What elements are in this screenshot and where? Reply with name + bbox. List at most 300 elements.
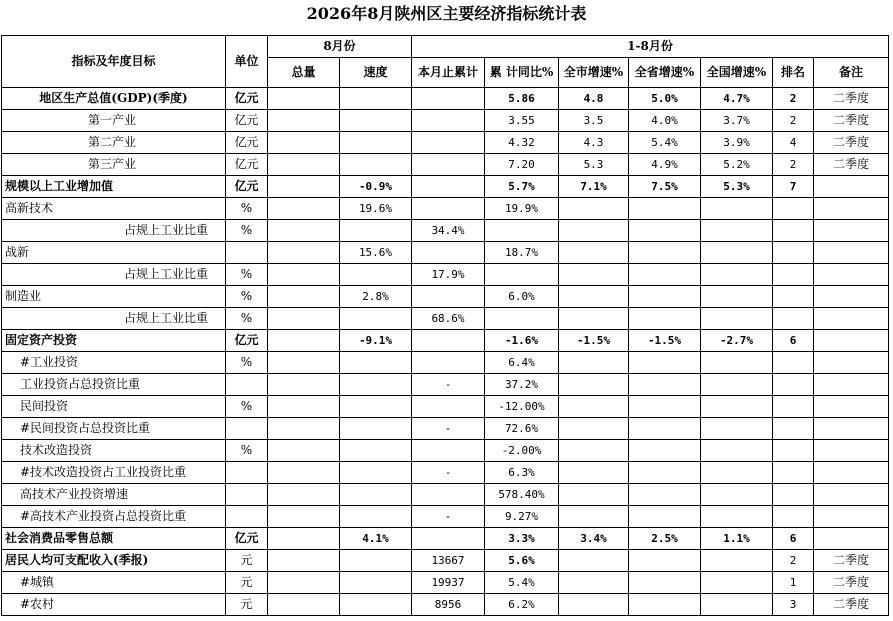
cell-note: 二季度: [814, 132, 889, 154]
cell-total: [268, 220, 340, 242]
cell-unit: [226, 242, 268, 264]
cell-nat: [701, 220, 773, 242]
cell-prov: 5.0%: [629, 88, 701, 110]
indicator-name: 高技术产业投资增速: [2, 484, 226, 506]
table-row: [2, 528, 889, 550]
cell-rank: 2: [773, 88, 814, 110]
header-province-growth: 全省增速%: [629, 58, 701, 88]
indicator-name: 制造业: [2, 286, 226, 308]
cell-unit: %: [226, 440, 268, 462]
cell-unit: 元: [226, 572, 268, 594]
indicator-name: 战新: [2, 242, 226, 264]
cell-speed: -0.9%: [340, 176, 412, 198]
cell-yoy: [485, 220, 559, 242]
header-jan-aug: 1-8月份: [412, 36, 889, 58]
cell-cum: [412, 440, 485, 462]
cell-prov: 2.5%: [629, 528, 701, 550]
cell-total: [268, 154, 340, 176]
cell-unit: %: [226, 264, 268, 286]
header-yoy: 累 计同比%: [485, 58, 559, 88]
cell-yoy: 6.0%: [485, 286, 559, 308]
header-rank: 排名: [773, 58, 814, 88]
cell-cum: [412, 110, 485, 132]
header-cumulative: 本月止累计: [412, 58, 485, 88]
cell-rank: [773, 308, 814, 330]
cell-note: [814, 484, 889, 506]
cell-yoy: 72.6%: [485, 418, 559, 440]
table-row: [2, 198, 889, 220]
table-row: [2, 484, 889, 506]
cell-unit: [226, 462, 268, 484]
cell-note: [814, 198, 889, 220]
cell-total: [268, 440, 340, 462]
table-row: [2, 440, 889, 462]
cell-speed: [340, 440, 412, 462]
cell-yoy: 6.2%: [485, 594, 559, 616]
header-national-growth: 全国增速%: [701, 58, 773, 88]
cell-unit: 亿元: [226, 88, 268, 110]
cell-yoy: -2.00%: [485, 440, 559, 462]
cell-yoy: 5.6%: [485, 550, 559, 572]
cell-city: [559, 308, 629, 330]
cell-nat: [701, 396, 773, 418]
cell-nat: 3.9%: [701, 132, 773, 154]
cell-rank: [773, 286, 814, 308]
cell-rank: 2: [773, 110, 814, 132]
cell-city: [559, 396, 629, 418]
cell-note: [814, 286, 889, 308]
cell-total: [268, 242, 340, 264]
indicator-name: 技术改造投资: [2, 440, 226, 462]
cell-rank: [773, 264, 814, 286]
cell-rank: [773, 396, 814, 418]
cell-unit: 亿元: [226, 154, 268, 176]
cell-rank: 2: [773, 550, 814, 572]
cell-total: [268, 528, 340, 550]
cell-unit: %: [226, 220, 268, 242]
cell-unit: %: [226, 308, 268, 330]
cell-yoy: 4.32: [485, 132, 559, 154]
cell-yoy: 37.2%: [485, 374, 559, 396]
cell-city: [559, 418, 629, 440]
cell-nat: -2.7%: [701, 330, 773, 352]
cell-speed: [340, 264, 412, 286]
cell-prov: [629, 462, 701, 484]
indicator-name: 居民人均可支配收入(季报): [2, 550, 226, 572]
cell-rank: 6: [773, 528, 814, 550]
indicator-name: #农村: [2, 594, 226, 616]
indicator-name: 地区生产总值(GDP)(季度): [2, 88, 226, 110]
cell-total: [268, 132, 340, 154]
cell-prov: [629, 198, 701, 220]
cell-rank: [773, 374, 814, 396]
cell-rank: [773, 352, 814, 374]
cell-total: [268, 264, 340, 286]
cell-rank: 7: [773, 176, 814, 198]
cell-note: 二季度: [814, 88, 889, 110]
cell-total: [268, 374, 340, 396]
cell-city: 7.1%: [559, 176, 629, 198]
cell-nat: [701, 594, 773, 616]
cell-cum: [412, 132, 485, 154]
cell-unit: %: [226, 396, 268, 418]
cell-yoy: [485, 264, 559, 286]
indicator-name: #城镇: [2, 572, 226, 594]
header-city-growth: 全市增速%: [559, 58, 629, 88]
cell-unit: 亿元: [226, 110, 268, 132]
cell-prov: [629, 440, 701, 462]
cell-speed: 19.6%: [340, 198, 412, 220]
table-row: [2, 154, 889, 176]
cell-cum: [412, 396, 485, 418]
cell-city: 3.5: [559, 110, 629, 132]
cell-city: [559, 220, 629, 242]
cell-cum: [412, 198, 485, 220]
cell-unit: [226, 374, 268, 396]
cell-note: [814, 528, 889, 550]
cell-note: [814, 352, 889, 374]
cell-total: [268, 176, 340, 198]
cell-cum: [412, 352, 485, 374]
cell-city: [559, 572, 629, 594]
cell-note: [814, 308, 889, 330]
cell-note: [814, 440, 889, 462]
cell-prov: [629, 484, 701, 506]
cell-unit: 元: [226, 550, 268, 572]
cell-rank: 1: [773, 572, 814, 594]
cell-city: [559, 198, 629, 220]
cell-total: [268, 396, 340, 418]
cell-speed: 2.8%: [340, 286, 412, 308]
table-row: [2, 594, 889, 616]
cell-nat: [701, 440, 773, 462]
table-row: [2, 418, 889, 440]
cell-nat: 1.1%: [701, 528, 773, 550]
cell-note: [814, 462, 889, 484]
indicator-name: 第二产业: [2, 132, 226, 154]
cell-speed: [340, 88, 412, 110]
table-row: [2, 176, 889, 198]
header-unit: 单位: [226, 36, 268, 88]
table-row: [2, 308, 889, 330]
cell-city: [559, 506, 629, 528]
cell-city: [559, 550, 629, 572]
cell-speed: [340, 352, 412, 374]
table-row: [2, 506, 889, 528]
table-row: [2, 88, 889, 110]
indicator-name: 占规上工业比重: [2, 264, 226, 286]
cell-total: [268, 418, 340, 440]
cell-yoy: 6.4%: [485, 352, 559, 374]
indicator-name: 民间投资: [2, 396, 226, 418]
cell-speed: [340, 154, 412, 176]
cell-unit: [226, 418, 268, 440]
indicator-name: 第一产业: [2, 110, 226, 132]
cell-prov: -1.5%: [629, 330, 701, 352]
table-row: [2, 132, 889, 154]
cell-total: [268, 572, 340, 594]
cell-cum: 17.9%: [412, 264, 485, 286]
cell-city: -1.5%: [559, 330, 629, 352]
cell-prov: [629, 594, 701, 616]
cell-unit: %: [226, 286, 268, 308]
cell-cum: [412, 484, 485, 506]
cell-speed: [340, 374, 412, 396]
table-row: [2, 462, 889, 484]
cell-total: [268, 594, 340, 616]
cell-speed: -9.1%: [340, 330, 412, 352]
cell-note: 二季度: [814, 154, 889, 176]
cell-nat: [701, 308, 773, 330]
cell-yoy: -1.6%: [485, 330, 559, 352]
indicator-name: 占规上工业比重: [2, 308, 226, 330]
cell-yoy: 18.7%: [485, 242, 559, 264]
cell-speed: [340, 484, 412, 506]
cell-city: 5.3: [559, 154, 629, 176]
indicator-name: #民间投资占总投资比重: [2, 418, 226, 440]
cell-rank: 2: [773, 154, 814, 176]
cell-city: [559, 352, 629, 374]
cell-prov: [629, 286, 701, 308]
cell-cum: [412, 176, 485, 198]
cell-unit: %: [226, 198, 268, 220]
cell-nat: [701, 352, 773, 374]
cell-cum: -: [412, 418, 485, 440]
statistics-table: [1, 35, 889, 616]
table-row: [2, 264, 889, 286]
cell-city: [559, 264, 629, 286]
cell-yoy: 19.9%: [485, 198, 559, 220]
cell-yoy: 5.4%: [485, 572, 559, 594]
cell-nat: [701, 506, 773, 528]
cell-speed: [340, 132, 412, 154]
cell-yoy: -12.00%: [485, 396, 559, 418]
cell-note: [814, 506, 889, 528]
cell-cum: [412, 88, 485, 110]
header-note: 备注: [814, 58, 889, 88]
cell-speed: 4.1%: [340, 528, 412, 550]
cell-cum: [412, 154, 485, 176]
cell-rank: [773, 418, 814, 440]
indicator-name: 社会消费品零售总额: [2, 528, 226, 550]
cell-speed: [340, 220, 412, 242]
cell-yoy: 7.20: [485, 154, 559, 176]
cell-cum: [412, 528, 485, 550]
cell-nat: 3.7%: [701, 110, 773, 132]
cell-city: [559, 462, 629, 484]
cell-speed: [340, 110, 412, 132]
cell-yoy: 3.55: [485, 110, 559, 132]
cell-nat: [701, 198, 773, 220]
cell-note: 二季度: [814, 110, 889, 132]
cell-prov: [629, 418, 701, 440]
cell-cum: -: [412, 506, 485, 528]
table-row: [2, 572, 889, 594]
table-row: [2, 550, 889, 572]
cell-note: [814, 176, 889, 198]
indicator-name: 规模以上工业增加值: [2, 176, 226, 198]
cell-rank: [773, 198, 814, 220]
cell-cum: 34.4%: [412, 220, 485, 242]
cell-total: [268, 286, 340, 308]
cell-cum: [412, 286, 485, 308]
cell-unit: 元: [226, 594, 268, 616]
cell-note: 二季度: [814, 572, 889, 594]
cell-city: 4.3: [559, 132, 629, 154]
cell-nat: 5.3%: [701, 176, 773, 198]
cell-prov: [629, 550, 701, 572]
cell-total: [268, 110, 340, 132]
cell-prov: 5.4%: [629, 132, 701, 154]
cell-nat: [701, 418, 773, 440]
cell-total: [268, 550, 340, 572]
header-indicator: 指标及年度目标: [2, 36, 226, 88]
cell-cum: -: [412, 462, 485, 484]
cell-yoy: 3.3%: [485, 528, 559, 550]
cell-nat: [701, 264, 773, 286]
cell-total: [268, 352, 340, 374]
cell-speed: [340, 506, 412, 528]
cell-prov: [629, 308, 701, 330]
cell-rank: [773, 242, 814, 264]
cell-note: [814, 242, 889, 264]
cell-total: [268, 330, 340, 352]
table-row: [2, 352, 889, 374]
cell-nat: 4.7%: [701, 88, 773, 110]
cell-rank: 3: [773, 594, 814, 616]
cell-note: 二季度: [814, 550, 889, 572]
cell-unit: [226, 484, 268, 506]
cell-unit: %: [226, 352, 268, 374]
cell-rank: [773, 220, 814, 242]
cell-cum: 68.6%: [412, 308, 485, 330]
cell-city: [559, 374, 629, 396]
cell-unit: 亿元: [226, 176, 268, 198]
cell-nat: [701, 484, 773, 506]
cell-cum: [412, 330, 485, 352]
cell-note: [814, 396, 889, 418]
cell-total: [268, 506, 340, 528]
cell-yoy: 9.27%: [485, 506, 559, 528]
cell-speed: [340, 418, 412, 440]
cell-prov: 4.9%: [629, 154, 701, 176]
cell-nat: [701, 286, 773, 308]
cell-nat: 5.2%: [701, 154, 773, 176]
table-row: [2, 110, 889, 132]
cell-cum: 13667: [412, 550, 485, 572]
cell-unit: 亿元: [226, 330, 268, 352]
cell-unit: [226, 506, 268, 528]
cell-total: [268, 308, 340, 330]
cell-prov: [629, 220, 701, 242]
cell-note: 二季度: [814, 594, 889, 616]
indicator-name: #工业投资: [2, 352, 226, 374]
cell-prov: 4.0%: [629, 110, 701, 132]
cell-rank: 4: [773, 132, 814, 154]
cell-city: [559, 242, 629, 264]
header-august: 8月份: [268, 36, 412, 58]
cell-speed: [340, 462, 412, 484]
indicator-name: 工业投资占总投资比重: [2, 374, 226, 396]
cell-prov: [629, 396, 701, 418]
cell-city: [559, 594, 629, 616]
indicator-name: 第三产业: [2, 154, 226, 176]
cell-prov: [629, 506, 701, 528]
cell-prov: [629, 374, 701, 396]
cell-cum: -: [412, 374, 485, 396]
table-row: [2, 374, 889, 396]
indicator-name: #高技术产业投资占总投资比重: [2, 506, 226, 528]
cell-yoy: 5.86: [485, 88, 559, 110]
cell-note: [814, 264, 889, 286]
cell-prov: 7.5%: [629, 176, 701, 198]
header-total: 总量: [268, 58, 340, 88]
cell-city: [559, 286, 629, 308]
cell-speed: [340, 594, 412, 616]
cell-cum: [412, 242, 485, 264]
cell-rank: [773, 440, 814, 462]
cell-unit: 亿元: [226, 132, 268, 154]
cell-city: [559, 440, 629, 462]
table-row: [2, 330, 889, 352]
cell-nat: [701, 242, 773, 264]
cell-yoy: [485, 308, 559, 330]
cell-note: [814, 330, 889, 352]
cell-rank: [773, 506, 814, 528]
cell-speed: [340, 396, 412, 418]
cell-prov: [629, 264, 701, 286]
table-row: [2, 220, 889, 242]
cell-nat: [701, 462, 773, 484]
cell-prov: [629, 572, 701, 594]
cell-cum: 19937: [412, 572, 485, 594]
cell-note: [814, 374, 889, 396]
cell-total: [268, 88, 340, 110]
cell-city: 3.4%: [559, 528, 629, 550]
table-title: 2026年8月陕州区主要经济指标统计表: [306, 4, 587, 23]
cell-yoy: 5.7%: [485, 176, 559, 198]
header-speed: 速度: [340, 58, 412, 88]
cell-note: [814, 220, 889, 242]
indicator-name: 占规上工业比重: [2, 220, 226, 242]
cell-rank: [773, 462, 814, 484]
cell-city: [559, 484, 629, 506]
cell-speed: [340, 308, 412, 330]
indicator-name: #技术改造投资占工业投资比重: [2, 462, 226, 484]
cell-yoy: 578.40%: [485, 484, 559, 506]
cell-rank: [773, 484, 814, 506]
cell-nat: [701, 374, 773, 396]
table-row: [2, 286, 889, 308]
indicator-name: 高新技术: [2, 198, 226, 220]
cell-nat: [701, 572, 773, 594]
cell-rank: 6: [773, 330, 814, 352]
cell-total: [268, 484, 340, 506]
cell-nat: [701, 550, 773, 572]
cell-total: [268, 462, 340, 484]
cell-speed: 15.6%: [340, 242, 412, 264]
cell-speed: [340, 572, 412, 594]
cell-yoy: 6.3%: [485, 462, 559, 484]
cell-city: 4.8: [559, 88, 629, 110]
cell-note: [814, 418, 889, 440]
table-row: [2, 242, 889, 264]
cell-unit: 亿元: [226, 528, 268, 550]
cell-speed: [340, 550, 412, 572]
table-row: [2, 396, 889, 418]
indicator-name: 固定资产投资: [2, 330, 226, 352]
cell-total: [268, 198, 340, 220]
